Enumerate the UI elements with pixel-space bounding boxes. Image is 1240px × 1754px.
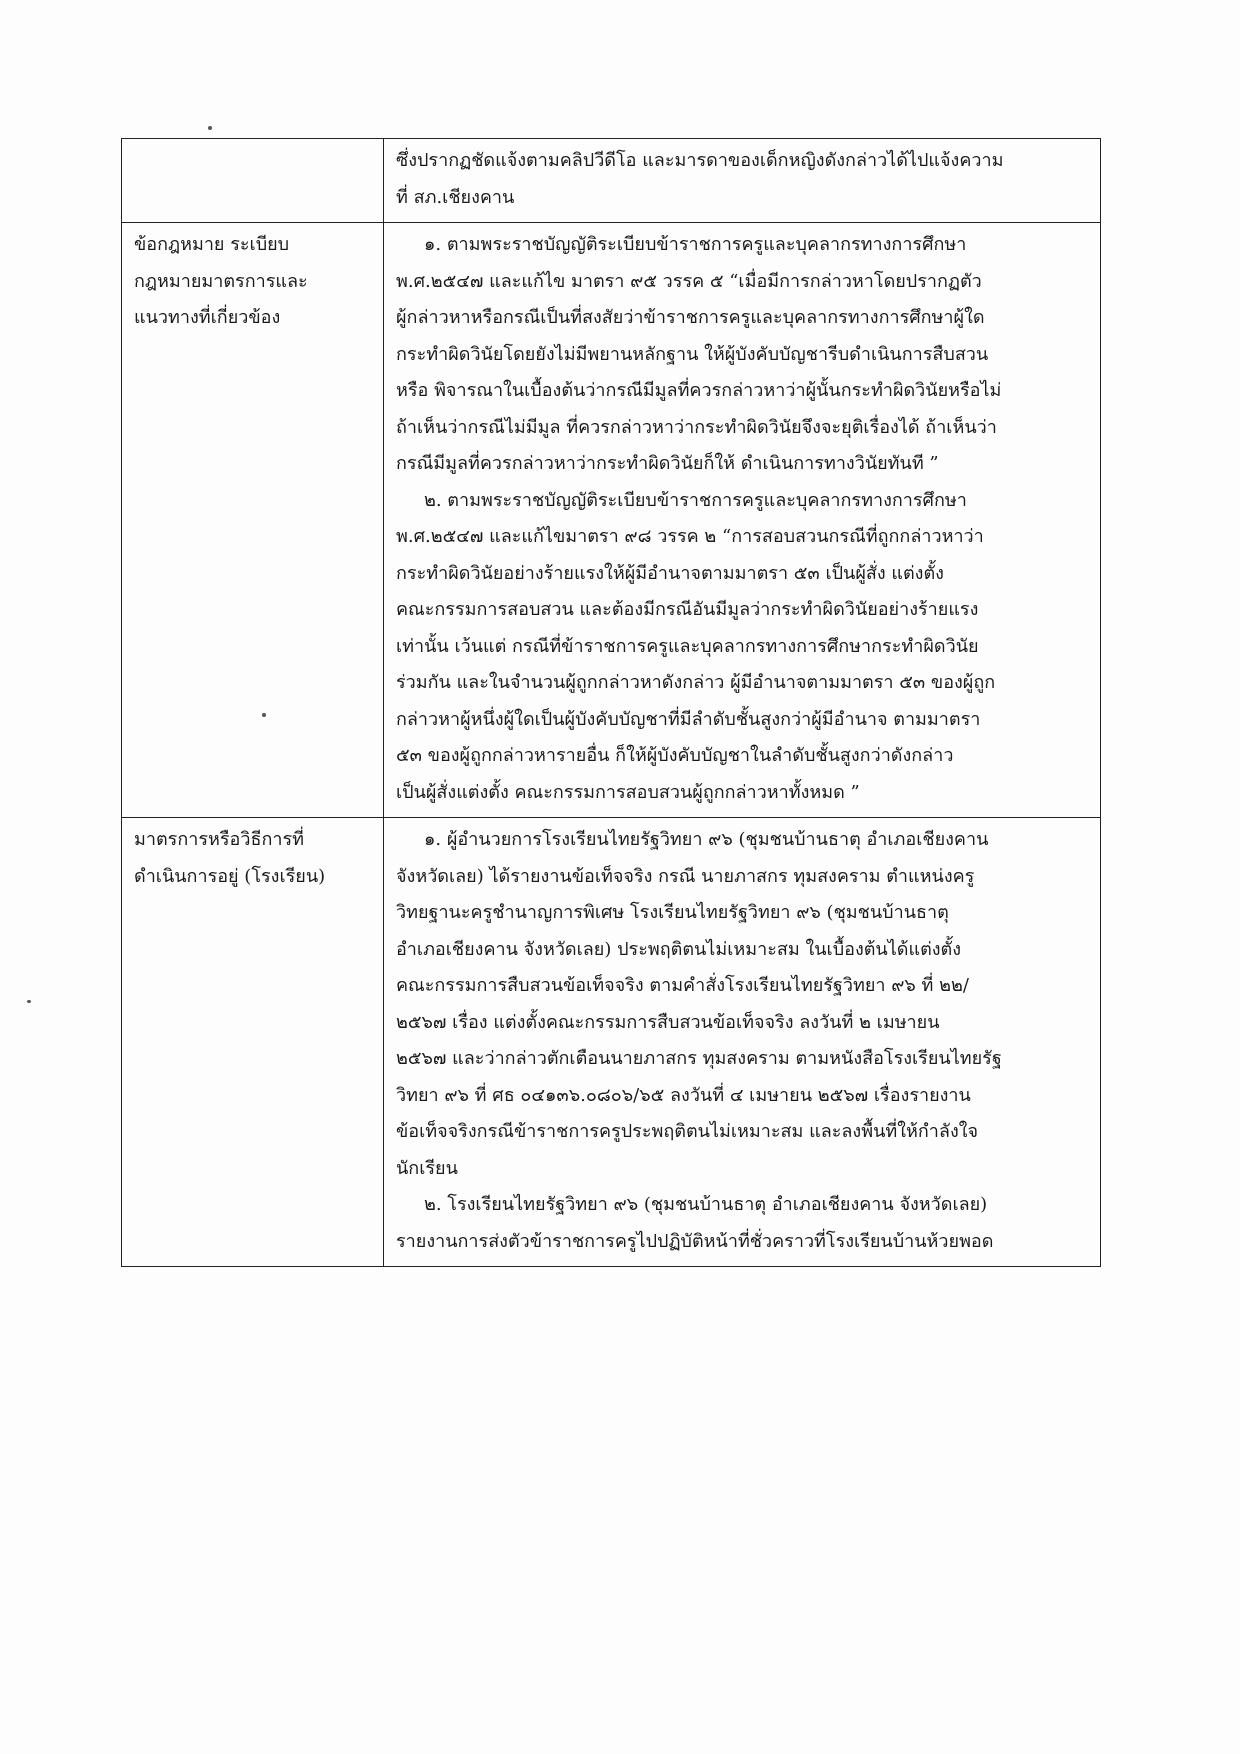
- content-line: ๕๓ ของผู้ถูกกล่าวหารายอื่น ก็ให้ผู้บังคับบัญชาในลำดับชั้นสูงกว่าดังกล่าว: [396, 745, 954, 766]
- label-cell: [122, 818, 384, 1267]
- content-line: อำเภอเชียงคาน จังหวัดเลย) ประพฤติตนไม่เหมาะสม ในเบื้องต้นได้แต่งตั้ง: [396, 938, 962, 960]
- paragraph-first-line: ๑. ตามพระราชบัญญัติระเบียบข้าราชการครูและบุคลากรทางการศึกษา: [424, 234, 967, 255]
- content-cell: [384, 223, 1101, 818]
- content-cell: [384, 818, 1101, 1267]
- content-line: กล่าวหาผู้หนึ่งผู้ใดเป็นผู้บังคับบัญชาที่มีลำดับชั้นสูงกว่าผู้มีอำนาจ ตามมาตรา: [396, 708, 981, 730]
- content-line: พ.ศ.๒๕๔๗ และแก้ไขมาตรา ๙๘ วรรค ๒ “การสอบสวนกรณีที่ถูกกล่าวหาว่า: [396, 526, 984, 547]
- label-cell: [122, 139, 384, 223]
- paragraph-first-line: ๒. ตามพระราชบัญญัติระเบียบข้าราชการครูและบุคลากรทางการศึกษา: [424, 489, 967, 511]
- label-line: แนวทางที่เกี่ยวข้อง: [134, 307, 281, 328]
- content-line: วิทยา ๙๖ ที่ ศธ ๐๔๑๓๖.๐๘๐๖/๖๕ ลงวันที่ ๔ เมษายน ๒๕๖๗ เรื่องรายงาน: [396, 1084, 971, 1106]
- content-line: คณะกรรมการสืบสวนข้อเท็จจริง ตามคำสั่งโรงเรียนไทยรัฐวิทยา ๙๖ ที่ ๒๒/: [396, 975, 969, 996]
- content-line: ร่วมกัน และในจำนวนผู้ถูกกล่าวหาดังกล่าว ผู้มีอำนาจตามมาตรา ๕๓ ของผู้ถูก: [396, 672, 996, 693]
- scan-speck: [208, 126, 212, 130]
- content-line: กรณีมีมูลที่ควรกล่าวหาว่ากระทำผิดวินัยก็ให้ ดำเนินการทางวินัยทันที ”: [396, 453, 939, 474]
- content-cell: [384, 139, 1101, 223]
- content-line: กระทำผิดวินัยโดยยังไม่มีพยานหลักฐาน ให้ผู้บังคับบัญชารีบดำเนินการสืบสวน: [396, 343, 989, 365]
- content-line: ที่ สภ.เชียงคาน: [396, 186, 515, 208]
- paragraph-first-line: ๑. ผู้อำนวยการโรงเรียนไทยรัฐวิทยา ๙๖ (ชุมชนบ้านธาตุ อำเภอเชียงคาน: [424, 829, 989, 850]
- content-line: ซึ่งปรากฏชัดแจ้งตามคลิปวีดีโอ และมารดาของเด็กหญิงดังกล่าวได้ไปแจ้งความ: [396, 150, 1004, 171]
- label-line: มาตรการหรือวิธีการที่: [134, 829, 304, 850]
- content-line: เท่านั้น เว้นแต่ กรณีที่ข้าราชการครูและบุคลากรทางการศึกษากระทำผิดวินัย: [396, 635, 979, 657]
- label-cell: [122, 223, 384, 818]
- content-line: เป็นผู้สั่งแต่งตั้ง คณะกรรมการสอบสวนผู้ถูกกล่าวหาทั้งหมด ”: [396, 781, 860, 803]
- content-line: ๒๕๖๗ และว่ากล่าวตักเตือนนายภาสกร ทุมสงคราม ตามหนังสือโรงเรียนไทยรัฐ: [396, 1048, 1002, 1069]
- content-line: ข้อเท็จจริงกรณีข้าราชการครูประพฤติตนไม่เหมาะสม และลงพื้นที่ให้กำลังใจ: [396, 1121, 979, 1142]
- content-line: คณะกรรมการสอบสวน และต้องมีกรณีอันมีมูลว่ากระทำผิดวินัยอย่างร้ายแรง: [396, 599, 979, 620]
- table-row: [122, 818, 1101, 1267]
- content-line: วิทยฐานะครูชำนาญการพิเศษ โรงเรียนไทยรัฐวิทยา ๙๖ (ชุมชนบ้านธาตุ: [396, 902, 949, 923]
- content-line: กระทำผิดวินัยอย่างร้ายแรงให้ผู้มีอำนาจตามมาตรา ๕๓ เป็นผู้สั่ง แต่งตั้ง: [396, 562, 944, 584]
- label-line: ดำเนินการอยู่ (โรงเรียน): [134, 865, 326, 887]
- label-line: กฎหมายมาตรการและ: [134, 270, 308, 292]
- document-table: [121, 138, 1101, 1267]
- content-line: พ.ศ.๒๕๔๗ และแก้ไข มาตรา ๙๕ วรรค ๕ “เมื่อมีการกล่าวหาโดยปรากฏตัว: [396, 270, 982, 292]
- content-line: หรือ พิจารณาในเบื้องต้นว่ากรณีมีมูลที่ควรกล่าวหาว่าผู้นั้นกระทำผิดวินัยหรือไม่: [396, 380, 1002, 401]
- content-line: ผู้กล่าวหาหรือกรณีเป็นที่สงสัยว่าข้าราชการครูและบุคลากรทางการศึกษาผู้ใด: [396, 307, 985, 328]
- label-line: ข้อกฎหมาย ระเบียบ: [134, 234, 290, 255]
- content-line: รายงานการส่งตัวข้าราชการครูไปปฏิบัติหน้าที่ชั่วคราวที่โรงเรียนบ้านห้วยพอด: [396, 1230, 994, 1252]
- scan-speck: [27, 1000, 31, 1003]
- table-row: [122, 223, 1101, 818]
- content-line: นักเรียน: [396, 1157, 458, 1179]
- content-line: จังหวัดเลย) ได้รายงานข้อเท็จจริง กรณี นายภาสกร ทุมสงคราม ตำแหน่งครู: [396, 865, 975, 887]
- content-line: ๒๕๖๗ เรื่อง แต่งตั้งคณะกรรมการสืบสวนข้อเท็จจริง ลงวันที่ ๒ เมษายน: [396, 1011, 940, 1033]
- table-row: [122, 139, 1101, 223]
- content-line: ถ้าเห็นว่ากรณีไม่มีมูล ที่ควรกล่าวหาว่ากระทำผิดวินัยจึงจะยุติเรื่องได้ ถ้าเห็นว่า: [396, 416, 997, 438]
- paragraph-first-line: ๒. โรงเรียนไทยรัฐวิทยา ๙๖ (ชุมชนบ้านธาตุ อำเภอเชียงคาน จังหวัดเลย): [424, 1194, 988, 1215]
